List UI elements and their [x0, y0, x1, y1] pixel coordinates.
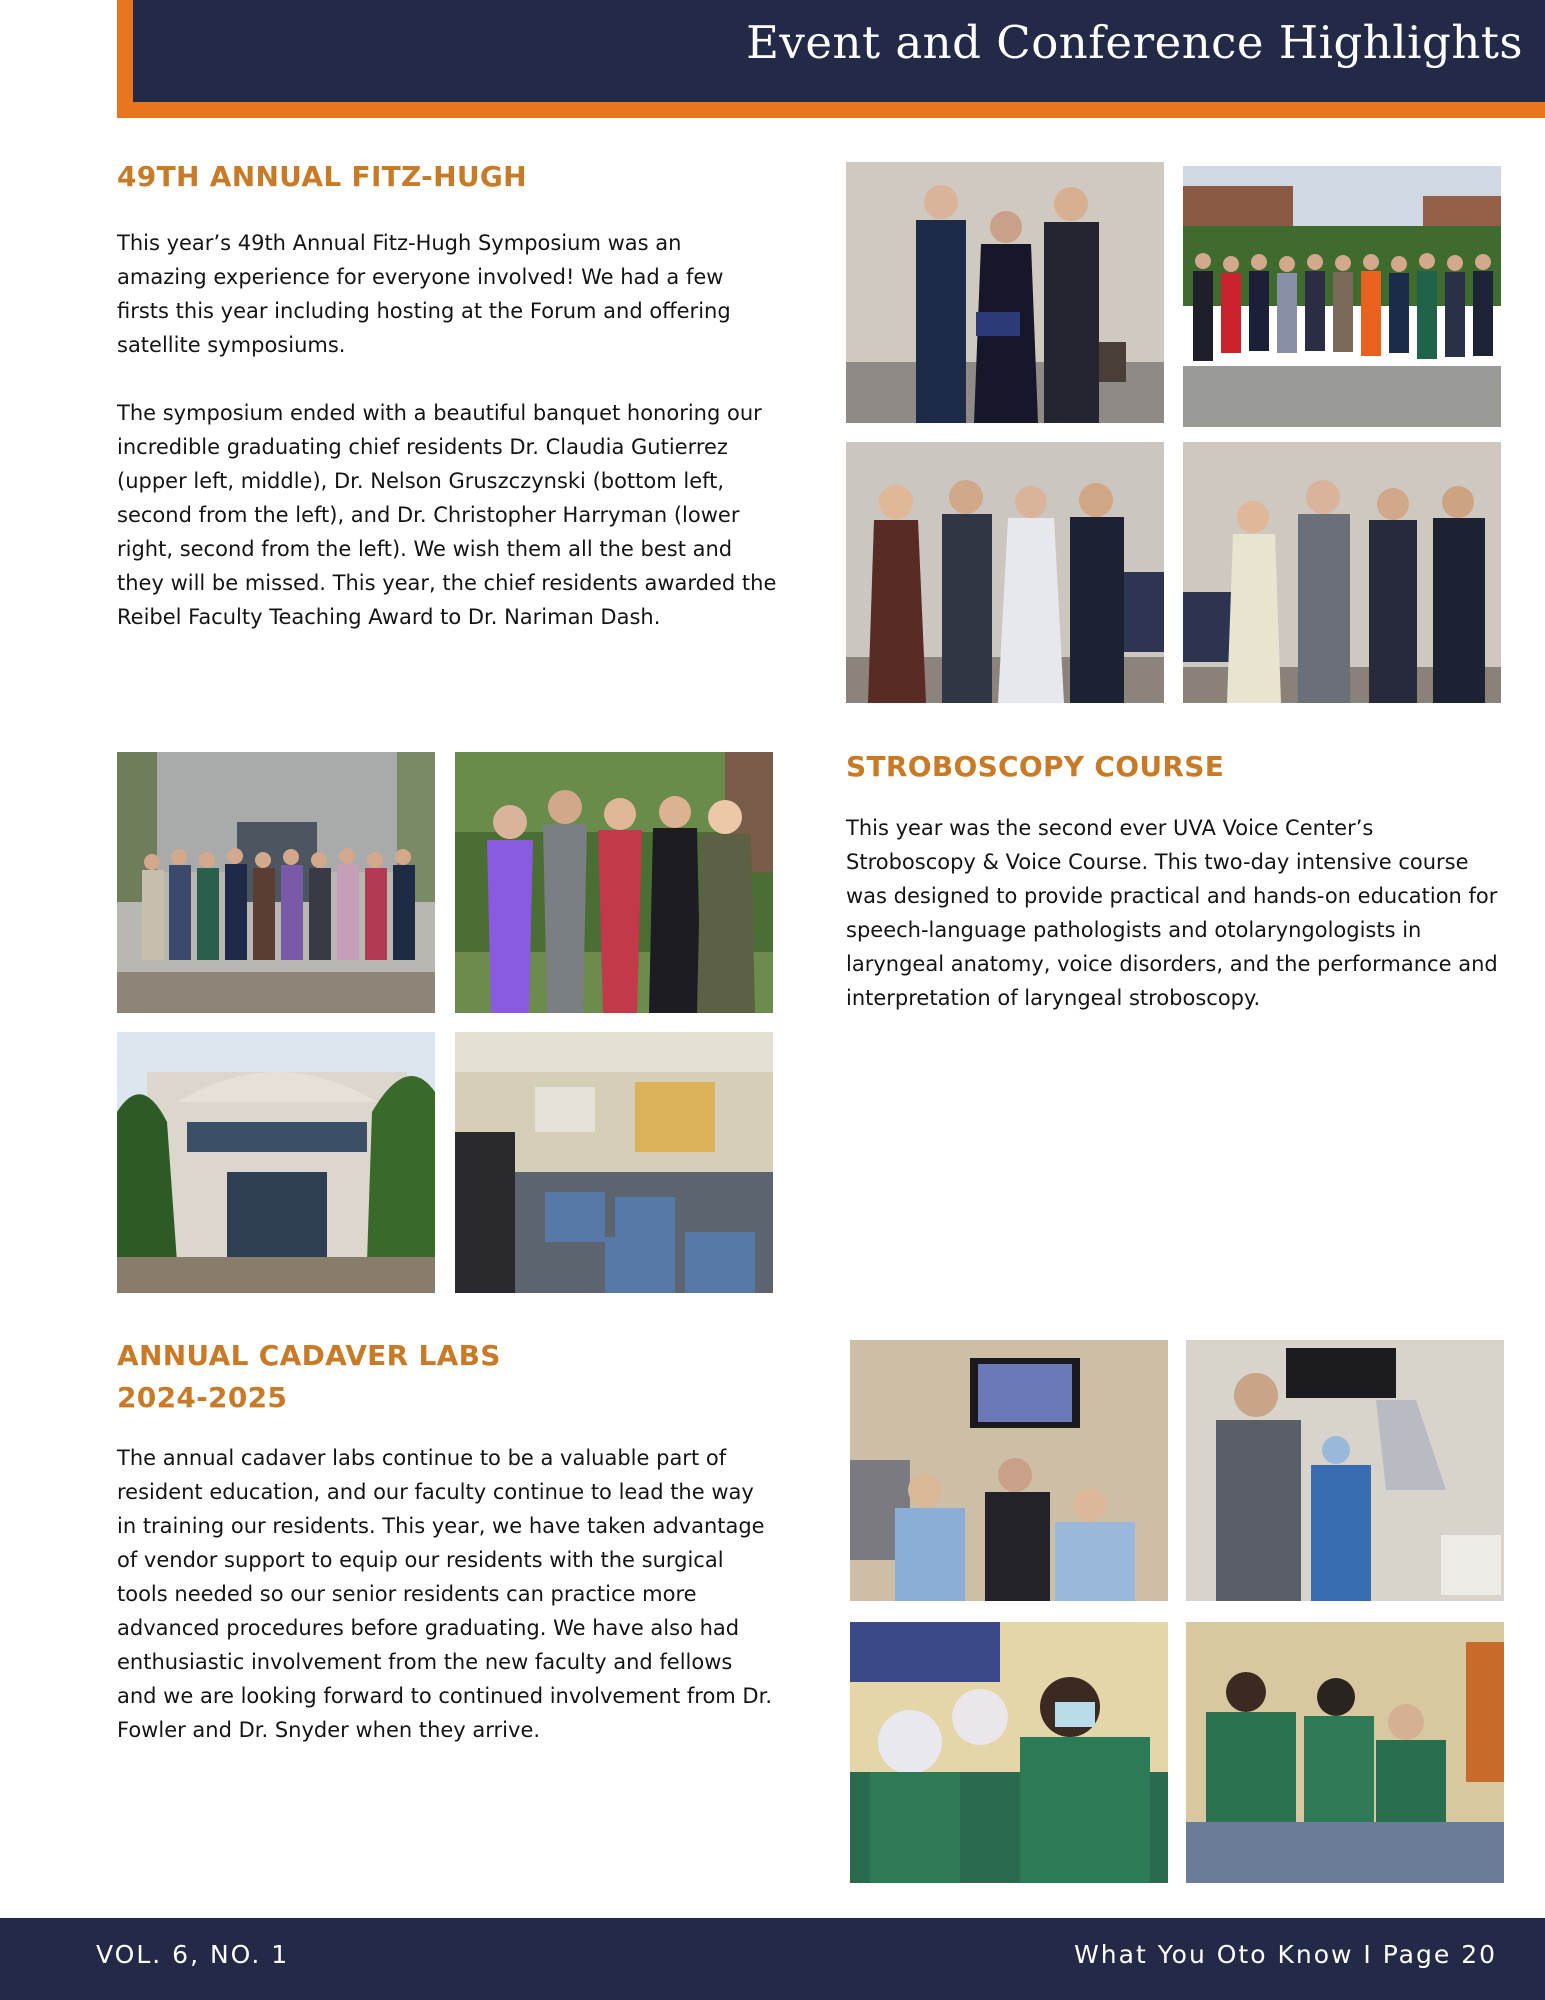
photo-lecture-room: [455, 1032, 773, 1293]
footer-page-label: What You Oto Know I Page 20: [1074, 1940, 1497, 1969]
header-banner: [117, 0, 1545, 118]
photo-award-group-four-alt: [1183, 442, 1501, 703]
header-banner-inner: [133, 0, 1545, 102]
photo-award-group-four: [846, 442, 1164, 703]
stroboscopy-heading: STROBOSCOPY COURSE: [846, 750, 1225, 783]
photo-voice-center-building: [117, 1032, 435, 1293]
fitz-hugh-heading: 49TH ANNUAL FITZ-HUGH: [117, 160, 527, 193]
photo-lab-monitor-team: [850, 1340, 1168, 1601]
photo-banquet-award-trio: [846, 162, 1164, 423]
footer-bar: [0, 1918, 1545, 2000]
photo-surgery-practice-team: [1186, 1622, 1504, 1883]
photo-group-outdoor-campus: [1183, 166, 1501, 427]
stroboscopy-paragraph: This year was the second ever UVA Voice Center’s Stroboscopy & Voice Course. This two-day intensive course was designed to provide practical and hands-on education for speech-language pathologists and otolaryngologists in laryngeal anatomy, voice disorders, and the performance and interpretation of laryngeal stroboscopy.: [846, 816, 1498, 1010]
cadaver-heading-line-1: ANNUAL CADAVER LABS: [117, 1339, 501, 1372]
photo-speakers-outdoor: [455, 752, 773, 1013]
photo-course-group-building: [117, 752, 435, 1013]
cadaver-heading-line-2: 2024-2025: [117, 1381, 288, 1414]
photo-lab-microscope: [1186, 1340, 1504, 1601]
fitz-hugh-paragraph-2: The symposium ended with a beautiful banquet honoring our incredible graduating chief residents Dr. Claudia Gutierrez (upper left, middle), Dr. Nelson Gruszczynski (bottom left, second from the left), and Dr. Christopher Harryman (lower right, second from the left). We wish them all the best and they will be missed. This year, the chief residents awarded the Reibel Faculty Teaching Award to Dr. Nariman Dash.: [117, 401, 777, 629]
photo-surgery-practice-closeup: [850, 1622, 1168, 1883]
fitz-hugh-paragraph-1: This year’s 49th Annual Fitz-Hugh Symposium was an amazing experience for everyone involved! We had a few firsts this year including hosting at the Forum and offering satellite symposiums.: [117, 231, 731, 357]
page-title: Event and Conference Highlights: [746, 16, 1523, 69]
footer-volume: VOL. 6, NO. 1: [96, 1940, 290, 1969]
cadaver-paragraph: The annual cadaver labs continue to be a valuable part of resident education, and our faculty continue to lead the way in training our residents. This year, we have taken advantage of vendor support to equip our residents with the surgical tools needed so our senior residents can practice more advanced procedures before graduating. We have also had enthusiastic involvement from the new faculty and fellows and we are looking forward to continued involvement from Dr. Fowler and Dr. Snyder when they arrive.: [117, 1446, 772, 1742]
